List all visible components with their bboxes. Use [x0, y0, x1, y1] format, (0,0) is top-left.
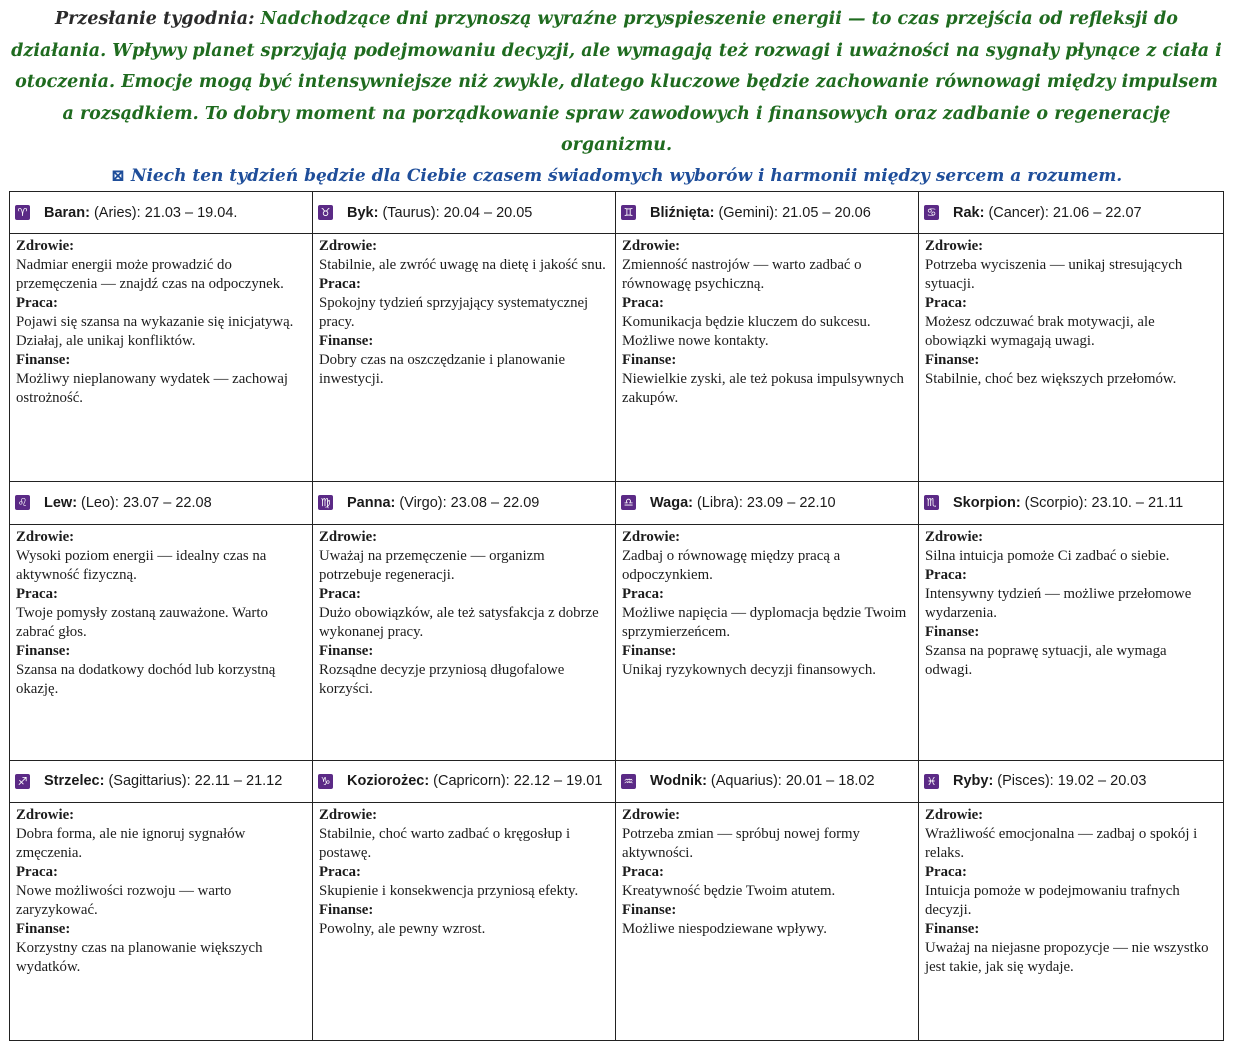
finance-label: Finanse: [622, 642, 677, 659]
body-row [10, 524, 1224, 760]
health-text: Potrzeba zmian — spróbuj nowej formy aktywności. [622, 825, 860, 861]
finance-label: Finanse: [622, 352, 677, 369]
health-label: Zdrowie: [16, 806, 75, 823]
work-label: Praca: [925, 295, 967, 312]
sign-dates: (Taurus): 20.04 – 20.05 [382, 204, 533, 221]
virgo-icon: ♍ [318, 495, 333, 510]
finance-label: Finanse: [925, 623, 980, 640]
sign-header-libra [616, 482, 919, 524]
sign-name: Baran: [44, 204, 90, 221]
work-text: Możliwe napięcia — dyplomacja będzie Twoim sprzymierzeńcem. [622, 604, 907, 640]
sign-header-capricorn [313, 760, 616, 802]
finance-label: Finanse: [16, 352, 71, 369]
work-label: Praca: [319, 276, 361, 293]
sign-name: Skorpion: [953, 494, 1021, 511]
sign-dates: (Scorpio): 23.10. – 21.11 [1024, 494, 1184, 511]
sign-name: Rak: [953, 204, 985, 221]
health-text: Stabilnie, choć warto zadbać o kręgosłup i postawę. [319, 825, 571, 861]
finance-text: Możliwy nieplanowany wydatek — zachowaj ostrożność. [16, 371, 289, 407]
gemini-icon: ♊ [621, 205, 636, 220]
health-label: Zdrowie: [319, 806, 378, 823]
health-label: Zdrowie: [319, 528, 378, 545]
health-text: Wrażliwość emocjonalna — zadbaj o spokój i relaks. [925, 825, 1198, 861]
aquarius-icon: ♒ [621, 774, 636, 789]
header-row [10, 192, 1224, 234]
health-label: Zdrowie: [925, 238, 984, 255]
health-text: Stabilnie, ale zwróć uwagę na dietę i jakość snu. [319, 257, 606, 274]
work-label: Praca: [925, 863, 967, 880]
health-text: Wysoki poziom energii — idealny czas na aktywność fizyczną. [16, 547, 267, 583]
sign-header-scorpio [919, 482, 1224, 524]
sign-body-scorpio [919, 524, 1224, 760]
weekly-wish-text: Niech ten tydzień będzie dla Ciebie czasem świadomych wyborów i harmonii między sercem a rozumem. [130, 165, 1123, 186]
sign-name: Bliźnięta: [650, 204, 715, 221]
sign-header-taurus [313, 192, 616, 234]
finance-label: Finanse: [319, 642, 374, 659]
sign-dates: (Leo): 23.07 – 22.08 [81, 494, 212, 511]
sign-dates: (Aries): 21.03 – 19.04. [93, 204, 238, 221]
sign-body-aries [10, 234, 313, 482]
work-label: Praca: [622, 585, 664, 602]
sagittarius-icon: ♐ [15, 774, 30, 789]
sign-header-sagittarius [10, 760, 313, 802]
health-label: Zdrowie: [16, 238, 75, 255]
health-label: Zdrowie: [622, 238, 681, 255]
sign-body-leo [10, 524, 313, 760]
health-text: Silna intuicja pomoże Ci zadbać o siebie. [925, 547, 1170, 564]
health-text: Zadbaj o równowagę między pracą a odpoczynkiem. [622, 547, 841, 583]
header-row [10, 760, 1224, 802]
sign-dates: (Gemini): 21.05 – 20.06 [718, 204, 871, 221]
body-row [10, 802, 1224, 1040]
sign-name: Ryby: [953, 773, 994, 790]
sign-name: Wodnik: [650, 773, 707, 790]
capricorn-icon: ♑ [318, 774, 333, 789]
sign-dates: (Aquarius): 20.01 – 18.02 [710, 773, 875, 790]
sign-name: Lew: [44, 494, 78, 511]
finance-label: Finanse: [16, 642, 71, 659]
sign-body-taurus [313, 234, 616, 482]
scorpio-icon: ♏ [924, 495, 939, 510]
sign-dates: (Sagittarius): 22.11 – 21.12 [108, 773, 283, 790]
sign-header-aquarius [616, 760, 919, 802]
finance-text: Dobry czas na oszczędzanie i planowanie inwestycji. [319, 352, 566, 388]
body-row [10, 234, 1224, 482]
work-text: Kreatywność będzie Twoim atutem. [622, 882, 836, 899]
header-row [10, 482, 1224, 524]
finance-text: Unikaj ryzykownych decyzji finansowych. [622, 661, 876, 678]
finance-label: Finanse: [925, 920, 980, 937]
work-text: Nowe możliwości rozwoju — warto zaryzykować. [16, 882, 232, 918]
finance-text: Powolny, ale pewny wzrost. [319, 920, 486, 937]
libra-icon: ♎ [621, 495, 636, 510]
work-label: Praca: [319, 585, 361, 602]
sign-header-pisces [919, 760, 1224, 802]
aries-icon: ♈ [15, 205, 30, 220]
work-text: Twoje pomysły zostaną zauważone. Warto zabrać głos. [16, 604, 268, 640]
horoscope-table [9, 191, 1224, 1041]
sign-name: Waga: [650, 494, 693, 511]
finance-text: Szansa na poprawę sytuacji, ale wymaga odwagi. [925, 642, 1167, 678]
sign-header-virgo [313, 482, 616, 524]
finance-text: Stabilnie, choć bez większych przełomów. [925, 371, 1177, 388]
work-label: Praca: [622, 295, 664, 312]
sign-body-sagittarius [10, 802, 313, 1040]
cancer-icon: ♋ [924, 205, 939, 220]
sign-name: Strzelec: [44, 773, 105, 790]
health-text: Nadmiar energii może prowadzić do przemęczenia — znajdź czas na odpoczynek. [16, 257, 284, 293]
finance-label: Finanse: [925, 352, 980, 369]
sign-body-virgo [313, 524, 616, 760]
finance-text: Uważaj na niejasne propozycje — nie wszystko jest takie, jak się wydaje. [925, 939, 1209, 975]
pisces-icon: ♓ [924, 774, 939, 789]
weekly-message [10, 4, 1223, 190]
work-label: Praca: [319, 863, 361, 880]
finance-label: Finanse: [319, 333, 374, 350]
sign-header-gemini [616, 192, 919, 234]
health-text: Dobra forma, ale nie ignoruj sygnałów zmęczenia. [16, 825, 246, 861]
work-text: Spokojny tydzień sprzyjający systematycznej pracy. [319, 295, 589, 331]
finance-label: Finanse: [16, 920, 71, 937]
sign-dates: (Pisces): 19.02 – 20.03 [997, 773, 1147, 790]
weekly-message-label: Przesłanie tygodnia: [55, 9, 255, 29]
finance-text: Rozsądne decyzje przyniosą długofalowe korzyści. [319, 661, 565, 697]
health-text: Zmienność nastrojów — warto zadbać o równowagę psychiczną. [622, 257, 862, 293]
sign-body-libra [616, 524, 919, 760]
weekly-wish [10, 162, 1223, 190]
sign-body-aquarius [616, 802, 919, 1040]
work-label: Praca: [16, 585, 58, 602]
taurus-icon: ♉ [318, 205, 333, 220]
sign-dates: (Virgo): 23.08 – 22.09 [399, 494, 540, 511]
finance-text: Niewielkie zyski, ale też pokusa impulsywnych zakupów. [622, 371, 904, 407]
sign-body-gemini [616, 234, 919, 482]
leo-icon: ♌ [15, 495, 30, 510]
sign-name: Panna: [347, 494, 396, 511]
health-text: Potrzeba wyciszenia — unikaj stresujących sytuacji. [925, 257, 1183, 293]
sign-name: Byk: [347, 204, 379, 221]
sign-header-leo [10, 482, 313, 524]
health-label: Zdrowie: [319, 238, 378, 255]
sign-body-cancer [919, 234, 1224, 482]
wish-icon: ⊠ [110, 165, 125, 186]
finance-label: Finanse: [622, 901, 677, 918]
finance-text: Korzystny czas na planowanie większych wydatków. [16, 939, 263, 975]
finance-label: Finanse: [319, 901, 374, 918]
work-label: Praca: [925, 566, 967, 583]
work-text: Skupienie i konsekwencja przyniosą efekty. [319, 882, 579, 899]
health-label: Zdrowie: [622, 528, 681, 545]
sign-name: Koziorożec: [347, 773, 430, 790]
work-text: Intuicja pomoże w podejmowaniu trafnych decyzji. [925, 882, 1180, 918]
sign-dates: (Libra): 23.09 – 22.10 [696, 494, 836, 511]
sign-dates: (Capricorn): 22.12 – 19.01 [433, 773, 603, 790]
health-label: Zdrowie: [925, 806, 984, 823]
sign-header-cancer [919, 192, 1224, 234]
health-label: Zdrowie: [16, 528, 75, 545]
work-label: Praca: [16, 295, 58, 312]
health-label: Zdrowie: [622, 806, 681, 823]
sign-dates: (Cancer): 21.06 – 22.07 [988, 204, 1142, 221]
finance-text: Możliwe niespodziewane wpływy. [622, 920, 827, 937]
work-text: Możesz odczuwać brak motywacji, ale obowiązki wymagają uwagi. [925, 314, 1155, 350]
work-text: Pojawi się szansa na wykazanie się inicjatywą. Działaj, ale unikaj konfliktów. [16, 314, 294, 350]
work-text: Komunikacja będzie kluczem do sukcesu. Możliwe nowe kontakty. [622, 314, 871, 350]
finance-text: Szansa na dodatkowy dochód lub korzystną okazję. [16, 661, 276, 697]
sign-body-capricorn [313, 802, 616, 1040]
work-label: Praca: [622, 863, 664, 880]
sign-body-pisces [919, 802, 1224, 1040]
weekly-message-text: Nadchodzące dni przynoszą wyraźne przyspieszenie energii — to czas przejścia od refleksji do działania. Wpływy planet sprzyjają podejmowaniu decyzji, ale wymagają też rozwagi i uważności na sygnały płynące z ciała i otoczenia. Emocje mogą być intensywniejsze niż zwykle, dlatego kluczowe będzie zachowanie równowagi między impulsem a rozsądkiem. To dobry moment na porządkowanie spraw zawodowych i finansowych oraz zadbanie o regenerację organizmu. [11, 9, 1222, 155]
sign-header-aries [10, 192, 313, 234]
work-text: Intensywny tydzień — możliwe przełomowe wydarzenia. [925, 585, 1192, 621]
health-label: Zdrowie: [925, 528, 984, 545]
health-text: Uważaj na przemęczenie — organizm potrzebuje regeneracji. [319, 547, 545, 583]
work-text: Dużo obowiązków, ale też satysfakcja z dobrze wykonanej pracy. [319, 604, 599, 640]
work-label: Praca: [16, 863, 58, 880]
